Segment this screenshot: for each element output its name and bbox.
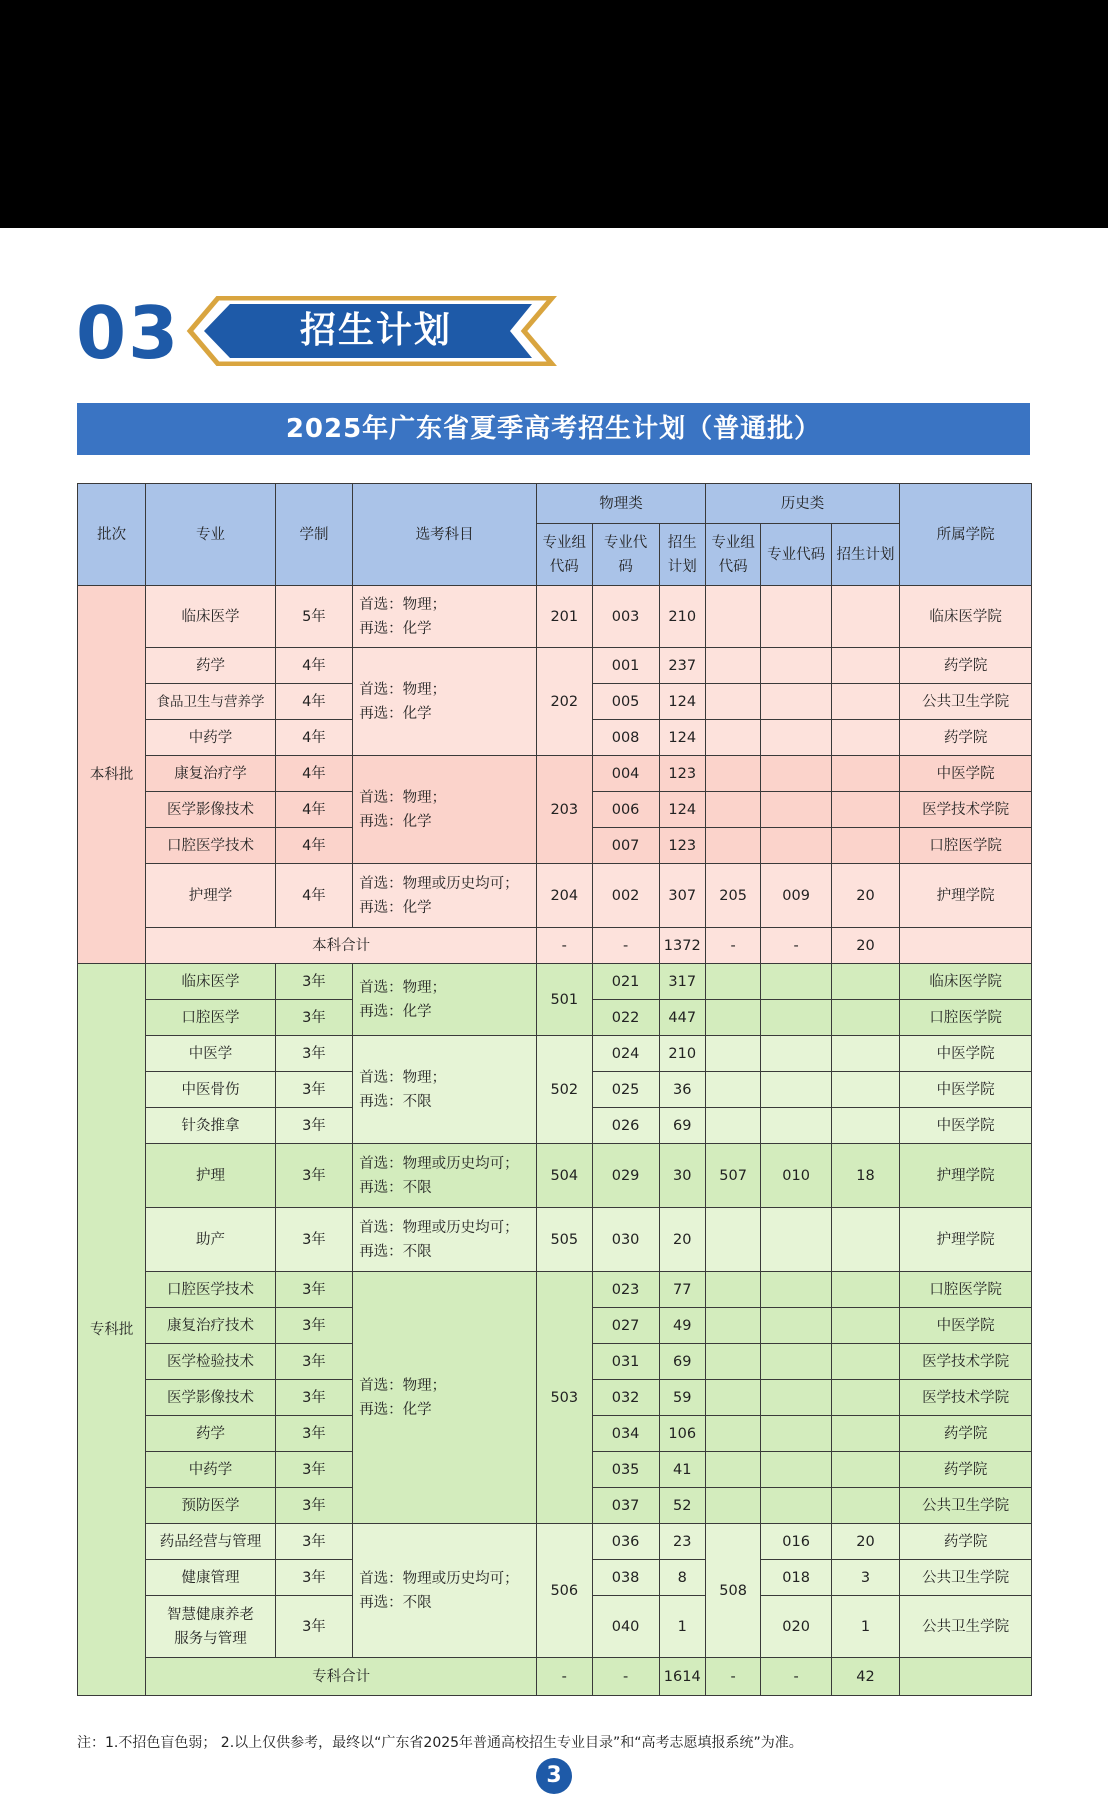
header-physics-major-code: 专业代 码: [592, 524, 659, 586]
duration-cell: 3年: [275, 964, 352, 1000]
physics-code-cell: 026: [592, 1108, 659, 1144]
history-code-cell: 020: [761, 1596, 832, 1658]
physics-group-cell: 502: [537, 1036, 593, 1144]
college-cell: 口腔医学院: [900, 828, 1032, 864]
total-college: [900, 928, 1032, 964]
header-physics: 物理类: [537, 484, 706, 524]
history-code-cell: [761, 1072, 832, 1108]
major-cell: 临床医学: [146, 586, 276, 648]
major-cell: 食品卫生与营养学: [146, 684, 276, 720]
history-group-cell: 507: [705, 1144, 761, 1208]
page: [0, 228, 1108, 1818]
physics-plan-cell: 49: [659, 1308, 705, 1344]
history-code-cell: [761, 1108, 832, 1144]
physics-code-cell: 037: [592, 1488, 659, 1524]
physics-code-cell: 032: [592, 1380, 659, 1416]
top-black-area: [0, 0, 1108, 228]
physics-plan-cell: 59: [659, 1380, 705, 1416]
history-plan-cell: [831, 1036, 899, 1072]
history-plan-cell: 20: [831, 864, 899, 928]
major-cell: 针灸推拿: [146, 1108, 276, 1144]
duration-cell: 4年: [275, 756, 352, 792]
subjects-cell: 首选：物理； 再选：化学: [353, 1272, 537, 1524]
history-group-cell: [705, 756, 761, 792]
physics-code-cell: 024: [592, 1036, 659, 1072]
history-group-cell: [705, 684, 761, 720]
duration-cell: 3年: [275, 1452, 352, 1488]
history-code-cell: [761, 1000, 832, 1036]
physics-group-cell: 505: [537, 1208, 593, 1272]
header-college: 所属学院: [900, 484, 1032, 586]
history-group-cell: 508: [705, 1524, 761, 1658]
physics-code-cell: 035: [592, 1452, 659, 1488]
header-history: 历史类: [705, 484, 899, 524]
duration-cell: 3年: [275, 1596, 352, 1658]
college-cell: 临床医学院: [900, 586, 1032, 648]
duration-cell: 3年: [275, 1144, 352, 1208]
history-code-cell: [761, 586, 832, 648]
history-plan-cell: [831, 1308, 899, 1344]
duration-cell: 3年: [275, 1344, 352, 1380]
header-duration: 学制: [275, 484, 352, 586]
history-plan-cell: [831, 1000, 899, 1036]
college-cell: 药学院: [900, 1524, 1032, 1560]
table-banner-title: 2025年广东省夏季高考招生计划（普通批）: [77, 403, 1030, 455]
physics-group-cell: 504: [537, 1144, 593, 1208]
physics-plan-cell: 124: [659, 792, 705, 828]
history-plan-cell: [831, 586, 899, 648]
college-cell: 公共卫生学院: [900, 1488, 1032, 1524]
history-code-cell: 016: [761, 1524, 832, 1560]
history-code-cell: 018: [761, 1560, 832, 1596]
section-title: 招生计划: [299, 310, 452, 351]
history-plan-cell: [831, 648, 899, 684]
major-cell: 中医骨伤: [146, 1072, 276, 1108]
physics-plan-cell: 52: [659, 1488, 705, 1524]
batch-vocational: 专科批: [78, 964, 146, 1696]
history-plan-cell: 20: [831, 1524, 899, 1560]
history-plan-cell: [831, 756, 899, 792]
total-college: [900, 1658, 1032, 1696]
duration-cell: 5年: [275, 586, 352, 648]
subjects-cell: 首选：物理或历史均可； 再选：不限: [353, 1144, 537, 1208]
total-history-code: -: [761, 928, 832, 964]
history-code-cell: [761, 828, 832, 864]
history-plan-cell: [831, 1072, 899, 1108]
physics-plan-cell: 23: [659, 1524, 705, 1560]
physics-plan-cell: 123: [659, 756, 705, 792]
history-code-cell: [761, 1272, 832, 1308]
physics-code-cell: 021: [592, 964, 659, 1000]
duration-cell: 4年: [275, 720, 352, 756]
major-cell: 护理: [146, 1144, 276, 1208]
college-cell: 口腔医学院: [900, 1272, 1032, 1308]
physics-plan-cell: 77: [659, 1272, 705, 1308]
physics-code-cell: 040: [592, 1596, 659, 1658]
history-code-cell: [761, 1344, 832, 1380]
college-cell: 公共卫生学院: [900, 1560, 1032, 1596]
major-cell: 口腔医学: [146, 1000, 276, 1036]
total-physics-code: -: [592, 928, 659, 964]
college-cell: 口腔医学院: [900, 1000, 1032, 1036]
college-cell: 药学院: [900, 1452, 1032, 1488]
history-code-cell: [761, 1036, 832, 1072]
major-cell: 口腔医学技术: [146, 828, 276, 864]
physics-plan-cell: 124: [659, 684, 705, 720]
history-plan-cell: [831, 1416, 899, 1452]
college-cell: 中医学院: [900, 756, 1032, 792]
history-code-cell: [761, 1308, 832, 1344]
physics-code-cell: 001: [592, 648, 659, 684]
physics-code-cell: 029: [592, 1144, 659, 1208]
physics-code-cell: 022: [592, 1000, 659, 1036]
header-major: 专业: [146, 484, 276, 586]
section-number: 03: [76, 291, 181, 375]
history-plan-cell: [831, 720, 899, 756]
major-cell: 医学检验技术: [146, 1344, 276, 1380]
history-group-cell: [705, 1344, 761, 1380]
physics-code-cell: 005: [592, 684, 659, 720]
physics-code-cell: 031: [592, 1344, 659, 1380]
duration-cell: 3年: [275, 1072, 352, 1108]
duration-cell: 4年: [275, 864, 352, 928]
history-plan-cell: [831, 684, 899, 720]
college-cell: 医学技术学院: [900, 1380, 1032, 1416]
physics-plan-cell: 41: [659, 1452, 705, 1488]
physics-code-cell: 023: [592, 1272, 659, 1308]
physics-plan-cell: 36: [659, 1072, 705, 1108]
header-history-plan: 招生计划: [831, 524, 899, 586]
history-code-cell: [761, 964, 832, 1000]
physics-code-cell: 025: [592, 1072, 659, 1108]
batch-undergrad: 本科批: [78, 586, 146, 964]
major-cell: 中药学: [146, 1452, 276, 1488]
header-batch: 批次: [78, 484, 146, 586]
history-plan-cell: [831, 964, 899, 1000]
history-group-cell: [705, 1380, 761, 1416]
physics-code-cell: 007: [592, 828, 659, 864]
duration-cell: 3年: [275, 1488, 352, 1524]
header-subjects: 选考科目: [353, 484, 537, 586]
physics-group-cell: 204: [537, 864, 593, 928]
physics-code-cell: 003: [592, 586, 659, 648]
major-cell: 药学: [146, 648, 276, 684]
duration-cell: 3年: [275, 1272, 352, 1308]
major-cell: 医学影像技术: [146, 1380, 276, 1416]
history-group-cell: [705, 964, 761, 1000]
duration-cell: 3年: [275, 1524, 352, 1560]
major-cell: 智慧健康养老 服务与管理: [146, 1596, 276, 1658]
physics-code-cell: 030: [592, 1208, 659, 1272]
physics-code-cell: 006: [592, 792, 659, 828]
section-header: [76, 291, 546, 375]
major-cell: 助产: [146, 1208, 276, 1272]
physics-plan-cell: 30: [659, 1144, 705, 1208]
physics-plan-cell: 1: [659, 1596, 705, 1658]
total-history-plan: 42: [831, 1658, 899, 1696]
physics-code-cell: 036: [592, 1524, 659, 1560]
college-cell: 护理学院: [900, 1144, 1032, 1208]
college-cell: 护理学院: [900, 864, 1032, 928]
history-group-cell: [705, 1036, 761, 1072]
college-cell: 药学院: [900, 648, 1032, 684]
history-group-cell: [705, 1108, 761, 1144]
physics-plan-cell: 307: [659, 864, 705, 928]
physics-code-cell: 008: [592, 720, 659, 756]
undergrad-total-label: 本科合计: [146, 928, 537, 964]
major-cell: 口腔医学技术: [146, 1272, 276, 1308]
history-plan-cell: [831, 1452, 899, 1488]
header-physics-group-code: 专业组 代码: [537, 524, 593, 586]
subjects-cell: 首选：物理； 再选：化学: [353, 756, 537, 864]
history-group-cell: [705, 720, 761, 756]
history-group-cell: [705, 1416, 761, 1452]
history-group-cell: [705, 1072, 761, 1108]
physics-group-cell: 503: [537, 1272, 593, 1524]
physics-code-cell: 027: [592, 1308, 659, 1344]
history-plan-cell: 1: [831, 1596, 899, 1658]
total-physics-code: -: [592, 1658, 659, 1696]
history-plan-cell: [831, 1108, 899, 1144]
physics-plan-cell: 210: [659, 1036, 705, 1072]
physics-plan-cell: 124: [659, 720, 705, 756]
history-group-cell: [705, 792, 761, 828]
history-code-cell: 009: [761, 864, 832, 928]
physics-plan-cell: 123: [659, 828, 705, 864]
college-cell: 中医学院: [900, 1072, 1032, 1108]
history-code-cell: [761, 720, 832, 756]
subjects-cell: 首选：物理； 再选：化学: [353, 964, 537, 1036]
history-code-cell: [761, 1208, 832, 1272]
header-physics-plan: 招生 计划: [659, 524, 705, 586]
history-plan-cell: [831, 1208, 899, 1272]
total-physics-group: -: [537, 928, 593, 964]
physics-plan-cell: 20: [659, 1208, 705, 1272]
physics-plan-cell: 317: [659, 964, 705, 1000]
duration-cell: 4年: [275, 684, 352, 720]
history-code-cell: [761, 756, 832, 792]
history-code-cell: [761, 684, 832, 720]
duration-cell: 4年: [275, 792, 352, 828]
page-number-badge: 3: [536, 1758, 572, 1794]
college-cell: 公共卫生学院: [900, 1596, 1032, 1658]
subjects-cell: 首选：物理； 再选：化学: [353, 648, 537, 756]
duration-cell: 3年: [275, 1308, 352, 1344]
physics-plan-cell: 447: [659, 1000, 705, 1036]
major-cell: 康复治疗技术: [146, 1308, 276, 1344]
college-cell: 医学技术学院: [900, 1344, 1032, 1380]
major-cell: 临床医学: [146, 964, 276, 1000]
total-history-group: -: [705, 928, 761, 964]
history-group-cell: [705, 586, 761, 648]
history-plan-cell: [831, 1380, 899, 1416]
enrollment-plan-table: [77, 483, 1032, 1696]
history-code-cell: [761, 1488, 832, 1524]
physics-group-cell: 506: [537, 1524, 593, 1658]
history-group-cell: [705, 1488, 761, 1524]
subjects-cell: 首选：物理或历史均可； 再选：化学: [353, 864, 537, 928]
college-cell: 护理学院: [900, 1208, 1032, 1272]
history-code-cell: [761, 1452, 832, 1488]
history-code-cell: [761, 648, 832, 684]
history-plan-cell: 3: [831, 1560, 899, 1596]
history-plan-cell: [831, 1272, 899, 1308]
college-cell: 药学院: [900, 1416, 1032, 1452]
history-group-cell: [705, 1208, 761, 1272]
history-code-cell: 010: [761, 1144, 832, 1208]
history-code-cell: [761, 1380, 832, 1416]
history-group-cell: [705, 1000, 761, 1036]
physics-group-cell: 501: [537, 964, 593, 1036]
header-history-group-code: 专业组 代码: [705, 524, 761, 586]
subjects-cell: 首选：物理； 再选：不限: [353, 1036, 537, 1144]
duration-cell: 3年: [275, 1036, 352, 1072]
duration-cell: 3年: [275, 1000, 352, 1036]
history-group-cell: 205: [705, 864, 761, 928]
major-cell: 康复治疗学: [146, 756, 276, 792]
history-group-cell: [705, 1452, 761, 1488]
major-cell: 医学影像技术: [146, 792, 276, 828]
physics-group-cell: 201: [537, 586, 593, 648]
duration-cell: 4年: [275, 648, 352, 684]
duration-cell: 3年: [275, 1380, 352, 1416]
header-history-major-code: 专业代码: [761, 524, 832, 586]
physics-group-cell: 203: [537, 756, 593, 864]
college-cell: 医学技术学院: [900, 792, 1032, 828]
history-plan-cell: [831, 792, 899, 828]
history-code-cell: [761, 792, 832, 828]
college-cell: 中医学院: [900, 1108, 1032, 1144]
history-plan-cell: [831, 1488, 899, 1524]
history-group-cell: [705, 828, 761, 864]
history-plan-cell: [831, 1344, 899, 1380]
duration-cell: 3年: [275, 1560, 352, 1596]
total-physics-plan: 1372: [659, 928, 705, 964]
footnote: 注：1.不招色盲色弱； 2.以上仅供参考，最终以“广东省2025年普通高校招生专业目录”和“高考志愿填报系统”为准。: [77, 1735, 803, 1751]
major-cell: 中医学: [146, 1036, 276, 1072]
college-cell: 中医学院: [900, 1308, 1032, 1344]
vocational-total-label: 专科合计: [146, 1658, 537, 1696]
history-plan-cell: [831, 828, 899, 864]
physics-code-cell: 004: [592, 756, 659, 792]
subjects-cell: 首选：物理； 再选：化学: [353, 586, 537, 648]
physics-plan-cell: 106: [659, 1416, 705, 1452]
total-history-code: -: [761, 1658, 832, 1696]
physics-code-cell: 034: [592, 1416, 659, 1452]
major-cell: 预防医学: [146, 1488, 276, 1524]
history-code-cell: [761, 1416, 832, 1452]
college-cell: 临床医学院: [900, 964, 1032, 1000]
total-physics-group: -: [537, 1658, 593, 1696]
physics-plan-cell: 8: [659, 1560, 705, 1596]
history-group-cell: [705, 1308, 761, 1344]
subjects-cell: 首选：物理或历史均可； 再选：不限: [353, 1208, 537, 1272]
history-group-cell: [705, 1272, 761, 1308]
duration-cell: 3年: [275, 1108, 352, 1144]
total-history-group: -: [705, 1658, 761, 1696]
major-cell: 中药学: [146, 720, 276, 756]
major-cell: 护理学: [146, 864, 276, 928]
physics-code-cell: 038: [592, 1560, 659, 1596]
college-cell: 药学院: [900, 720, 1032, 756]
history-group-cell: [705, 648, 761, 684]
physics-plan-cell: 237: [659, 648, 705, 684]
major-cell: 健康管理: [146, 1560, 276, 1596]
major-cell: 药品经营与管理: [146, 1524, 276, 1560]
total-history-plan: 20: [831, 928, 899, 964]
major-cell: 药学: [146, 1416, 276, 1452]
history-plan-cell: 18: [831, 1144, 899, 1208]
college-cell: 公共卫生学院: [900, 684, 1032, 720]
physics-code-cell: 002: [592, 864, 659, 928]
duration-cell: 3年: [275, 1416, 352, 1452]
physics-group-cell: 202: [537, 648, 593, 756]
duration-cell: 4年: [275, 828, 352, 864]
physics-plan-cell: 210: [659, 586, 705, 648]
subjects-cell: 首选：物理或历史均可； 再选：不限: [353, 1524, 537, 1658]
physics-plan-cell: 69: [659, 1108, 705, 1144]
total-physics-plan: 1614: [659, 1658, 705, 1696]
physics-plan-cell: 69: [659, 1344, 705, 1380]
duration-cell: 3年: [275, 1208, 352, 1272]
college-cell: 中医学院: [900, 1036, 1032, 1072]
